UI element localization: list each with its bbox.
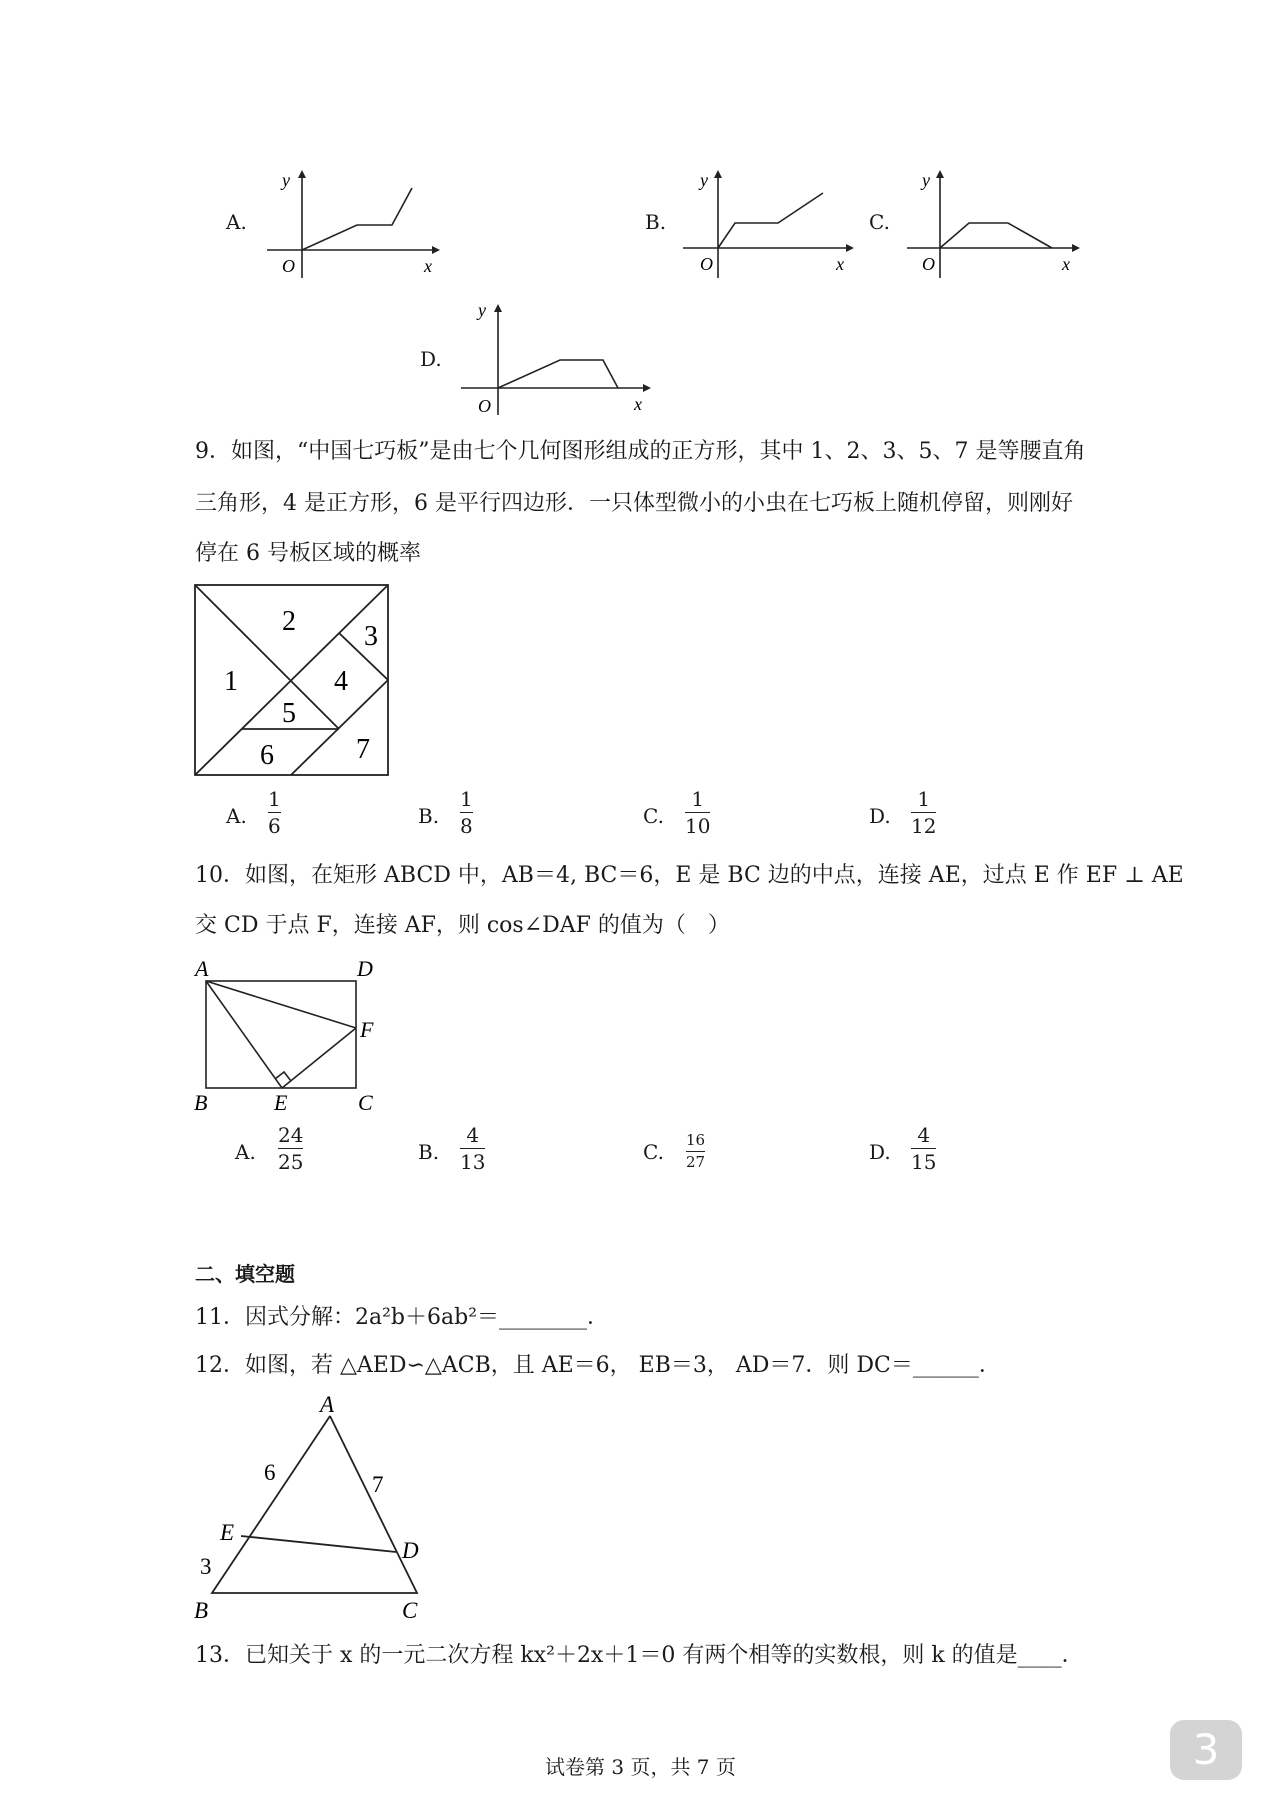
q10-option-c-fraction: 16 27 [686, 1131, 706, 1171]
q10-text-line2: 交 CD 于点 F，连接 AF，则 cos∠DAF 的值为（ ） [195, 913, 730, 938]
q13-text: 13．已知关于 x 的一元二次方程 kx²＋2x＋1＝0 有两个相等的实数根，则 k 的值是____． [195, 1643, 1084, 1668]
svg-text:y: y [700, 170, 708, 190]
q10-option-d-label: D. [869, 1140, 891, 1164]
q10-text-line1: 10．如图，在矩形 ABCD 中，AB＝4, BC＝6，E 是 BC 边的中点，连接 AE，过点 E 作 EF ⊥ AE [195, 863, 1184, 888]
q10-option-b-fraction: 4 13 [460, 1123, 486, 1174]
point-d: D [402, 1538, 419, 1563]
piece-3: 3 [364, 621, 378, 652]
page-footer: 试卷第 3 页，共 7 页 [545, 1755, 736, 1779]
q9-option-a-label: A. [226, 804, 247, 828]
q9-text-line3: 停在 6 号板区域的概率 [195, 541, 421, 566]
tangram-figure [194, 584, 390, 780]
q12-text: 12．如图，若 △AED∽△ACB，且 AE＝6， EB＝3， AD＝7．则 DC＝______． [195, 1353, 1001, 1378]
rectangle-figure [192, 950, 402, 1120]
y-label: y [282, 170, 290, 190]
svg-text:y: y [922, 170, 930, 190]
piece-5: 5 [282, 698, 296, 729]
point-e: E [220, 1520, 235, 1545]
point-a: A [195, 956, 209, 981]
q8-option-d-label: D. [420, 347, 442, 371]
svg-text:O: O [700, 254, 713, 274]
point-b: B [194, 1598, 209, 1623]
q10-option-a-label: A. [235, 1140, 256, 1164]
q8-graph-c [902, 168, 1082, 278]
q10-option-b-label: B. [418, 1140, 440, 1164]
q11-text: 11．因式分解：2a²b＋6ab²＝________． [195, 1305, 610, 1330]
length-eb: 3 [200, 1554, 212, 1579]
q8-option-a-label: A. [226, 210, 247, 234]
point-f: F [360, 1017, 374, 1042]
graph-line [718, 193, 823, 248]
q9-option-d-label: D. [869, 804, 891, 828]
point-b: B [194, 1090, 208, 1115]
q10-option-a-fraction: 24 25 [278, 1123, 304, 1174]
svg-text:O: O [922, 254, 935, 274]
q8-graph-a [262, 168, 442, 278]
graph-line [498, 360, 618, 388]
point-e: E [274, 1090, 288, 1115]
q9-option-c-fraction: 1 10 [685, 787, 711, 838]
point-a: A [320, 1392, 335, 1417]
point-d: D [357, 956, 373, 981]
q9-option-a-fraction: 1 6 [268, 787, 281, 838]
graph-line [940, 223, 1052, 248]
point-c: C [402, 1598, 418, 1623]
x-label: x [424, 256, 432, 276]
length-ae: 6 [264, 1460, 276, 1485]
q10-option-c-label: C. [643, 1140, 664, 1164]
q9-text-line2: 三角形，4 是正方形，6 是平行四边形．一只体型微小的小虫在七巧板上随机停留，则刚好 [195, 491, 1073, 516]
q9-option-b-fraction: 1 8 [460, 787, 473, 838]
q9-option-d-fraction: 1 12 [911, 787, 937, 838]
svg-text:x: x [1062, 254, 1070, 274]
page-number-badge: 3 [1170, 1720, 1242, 1780]
q9-text-line1: 9．如图，“中国七巧板”是由七个几何图形组成的正方形，其中 1、2、3、5、7 是等腰直角 [195, 439, 1086, 464]
piece-1: 1 [224, 666, 238, 697]
triangle-figure [192, 1388, 432, 1628]
q8-graph-b [678, 168, 858, 278]
q8-graph-d [458, 300, 658, 415]
q9-option-c-label: C. [643, 804, 664, 828]
q8-option-c-label: C. [869, 210, 890, 234]
q10-option-d-fraction: 4 15 [911, 1123, 937, 1174]
piece-6: 6 [260, 740, 274, 771]
svg-text:x: x [836, 254, 844, 274]
point-c: C [358, 1090, 373, 1115]
svg-text:y: y [478, 300, 486, 320]
piece-7: 7 [356, 734, 370, 765]
piece-2: 2 [282, 606, 296, 637]
piece-4: 4 [334, 666, 348, 697]
graph-line [302, 188, 412, 250]
q9-option-b-label: B. [418, 804, 440, 828]
length-ad: 7 [372, 1472, 384, 1497]
origin-label: O [282, 256, 295, 276]
svg-text:x: x [634, 394, 642, 414]
section-title: 二、填空题 [195, 1262, 295, 1286]
svg-text:O: O [478, 396, 491, 415]
q8-option-b-label: B. [645, 210, 667, 234]
